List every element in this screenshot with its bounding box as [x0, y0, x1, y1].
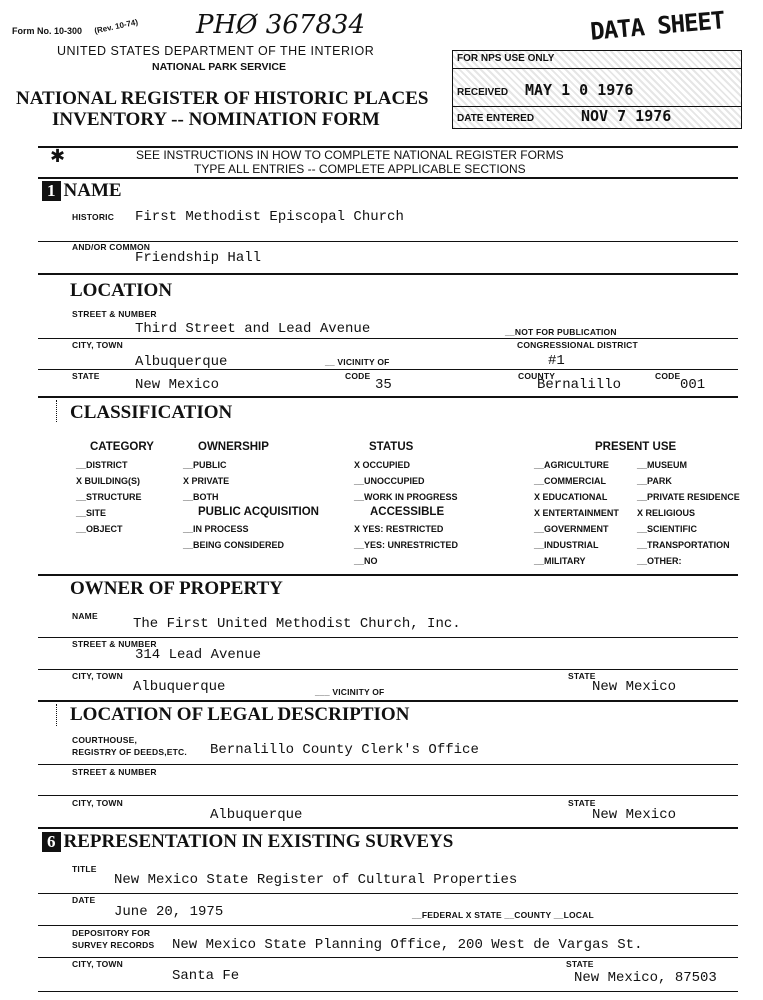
form-number: Form No. 10-300 [12, 26, 83, 36]
depository-value: New Mexico State Planning Office, 200 West de Vargas St. [172, 937, 643, 953]
survey-date-label: DATE [72, 895, 96, 905]
ownership-item: __PUBLIC [183, 460, 227, 470]
category-item: __SITE [76, 508, 107, 518]
use-item: __PRIVATE RESIDENCE [637, 492, 740, 502]
accessible-item: __NO [354, 556, 378, 566]
use-item: __OTHER: [637, 556, 682, 566]
nps-label: FOR NPS USE ONLY [457, 53, 555, 64]
legal-state-label: STATE [568, 798, 596, 808]
owner-state-label: STATE [568, 671, 596, 681]
acquisition-heading: PUBLIC ACQUISITION [198, 506, 319, 518]
county-code-label: CODE [655, 371, 681, 381]
use-item: __SCIENTIFIC [637, 524, 698, 534]
section-owner-heading: OWNER OF PROPERTY [70, 578, 283, 599]
section-name-heading: 1 NAME [42, 180, 122, 202]
registry-office: Bernalillo County Clerk's Office [210, 742, 479, 758]
county-label: COUNTY [518, 371, 556, 381]
accessible-heading: ACCESSIBLE [370, 506, 445, 518]
use-item: X EDUCATIONAL [534, 492, 608, 502]
handwritten-id: PHØ 367834 [196, 10, 365, 40]
category-item: __DISTRICT [76, 460, 128, 470]
acquisition-item: __BEING CONSIDERED [183, 540, 285, 550]
use-item: __COMMERCIAL [534, 476, 607, 486]
county-name: Bernalillo [537, 377, 622, 393]
present-use-heading: PRESENT USE [595, 441, 677, 453]
section-surveys-heading: 6 REPRESENTATION IN EXISTING SURVEYS [42, 831, 453, 853]
survey-levels: __FEDERAL X STATE __COUNTY __LOCAL [412, 910, 594, 920]
state-code: 35 [375, 377, 392, 393]
ownership-heading: OWNERSHIP [198, 441, 269, 453]
depository-label: DEPOSITORY FOR [72, 928, 151, 938]
courthouse-label: COURTHOUSE, [72, 735, 138, 745]
not-for-publication: __NOT FOR PUBLICATION [505, 327, 617, 337]
location-city: Albuquerque [135, 354, 228, 370]
legal-city: Albuquerque [210, 807, 303, 823]
acquisition-item: __IN PROCESS [183, 524, 249, 534]
historic-name: First Methodist Episcopal Church [135, 209, 404, 225]
owner-name: The First United Methodist Church, Inc. [133, 616, 461, 632]
survey-records-label: SURVEY RECORDS [72, 940, 155, 950]
status-item: __UNOCCUPIED [354, 476, 425, 486]
survey-title-label: TITLE [72, 864, 97, 874]
category-item: X BUILDING(S) [76, 476, 140, 486]
use-item: __MUSEUM [637, 460, 688, 470]
county-code: 001 [680, 377, 706, 393]
use-item: __MILITARY [534, 556, 586, 566]
status-heading: STATUS [369, 441, 414, 453]
form-title-line1: NATIONAL REGISTER OF HISTORIC PLACES [16, 88, 429, 109]
owner-city-label: CITY, TOWN [72, 671, 123, 681]
service: NATIONAL PARK SERVICE [152, 61, 286, 73]
location-city-label: CITY, TOWN [72, 340, 123, 350]
accessible-item: __YES: UNRESTRICTED [354, 540, 459, 550]
common-label: AND/OR COMMON [72, 242, 151, 252]
congressional-district: #1 [548, 353, 565, 369]
owner-city: Albuquerque [133, 679, 226, 695]
category-item: __STRUCTURE [76, 492, 142, 502]
legal-street-label: STREET & NUMBER [72, 767, 157, 777]
location-vicinity: __ VICINITY OF [325, 357, 390, 367]
nps-use-box [452, 50, 742, 129]
location-state-label: STATE [72, 371, 100, 381]
accessible-item: X YES: RESTRICTED [354, 524, 444, 534]
survey-state: New Mexico, 87503 [574, 970, 717, 986]
ownership-item: X PRIVATE [183, 476, 230, 486]
survey-city: Santa Fe [172, 968, 240, 984]
legal-city-label: CITY, TOWN [72, 798, 123, 808]
use-item: __INDUSTRIAL [534, 540, 599, 550]
common-name: Friendship Hall [135, 250, 262, 266]
date-entered-stamp: NOV 7 1976 [581, 107, 672, 125]
status-item: __WORK IN PROGRESS [354, 492, 458, 502]
survey-city-label: CITY, TOWN [72, 959, 123, 969]
use-item: X ENTERTAINMENT [534, 508, 619, 518]
margin-mark [56, 400, 57, 422]
legal-state: New Mexico [592, 807, 677, 823]
survey-state-label: STATE [566, 959, 594, 969]
instruction-mark: ✱ [50, 146, 66, 166]
category-item: __OBJECT [76, 524, 123, 534]
form-title-line2: INVENTORY -- NOMINATION FORM [52, 109, 380, 130]
use-item: __TRANSPORTATION [637, 540, 730, 550]
date-entered-label: DATE ENTERED [457, 113, 535, 124]
survey-date: June 20, 1975 [114, 904, 224, 920]
section-location-heading: LOCATION [70, 280, 173, 301]
location-state: New Mexico [135, 377, 220, 393]
margin-mark [56, 704, 57, 726]
survey-title: New Mexico State Register of Cultural Properties [114, 872, 518, 888]
instructions-line2: TYPE ALL ENTRIES -- COMPLETE APPLICABLE SECTIONS [194, 162, 526, 176]
location-street-label: STREET & NUMBER [72, 309, 157, 319]
owner-street-label: STREET & NUMBER [72, 639, 157, 649]
historic-label: HISTORIC [72, 212, 115, 222]
owner-vicinity: ___ VICINITY OF [315, 687, 385, 697]
owner-state: New Mexico [592, 679, 677, 695]
form-revision: (Rev. 10-74) [93, 17, 139, 36]
use-item: __AGRICULTURE [534, 460, 609, 470]
use-item: __GOVERNMENT [534, 524, 609, 534]
location-street: Third Street and Lead Avenue [135, 321, 371, 337]
state-code-label: CODE [345, 371, 371, 381]
section-legal-heading: LOCATION OF LEGAL DESCRIPTION [70, 704, 410, 725]
use-item: __PARK [637, 476, 672, 486]
section-classification-heading: CLASSIFICATION [70, 402, 233, 423]
category-heading: CATEGORY [90, 441, 154, 453]
ownership-item: __BOTH [183, 492, 219, 502]
registry-label: REGISTRY OF DEEDS,ETC. [72, 747, 187, 757]
section-number: 6 [42, 832, 61, 852]
owner-name-label: NAME [72, 611, 98, 621]
owner-street: 314 Lead Avenue [135, 647, 262, 663]
department: UNITED STATES DEPARTMENT OF THE INTERIOR [57, 44, 375, 58]
instructions-line1: SEE INSTRUCTIONS IN HOW TO COMPLETE NATIONAL REGISTER FORMS [136, 148, 564, 162]
status-item: X OCCUPIED [354, 460, 411, 470]
congressional-label: CONGRESSIONAL DISTRICT [517, 340, 638, 350]
section-number: 1 [42, 181, 61, 201]
data-sheet-stamp: DATA SHEET [589, 6, 726, 46]
received-stamp: MAY 1 0 1976 [525, 81, 634, 99]
received-label: RECEIVED [457, 87, 509, 98]
use-item: X RELIGIOUS [637, 508, 696, 518]
